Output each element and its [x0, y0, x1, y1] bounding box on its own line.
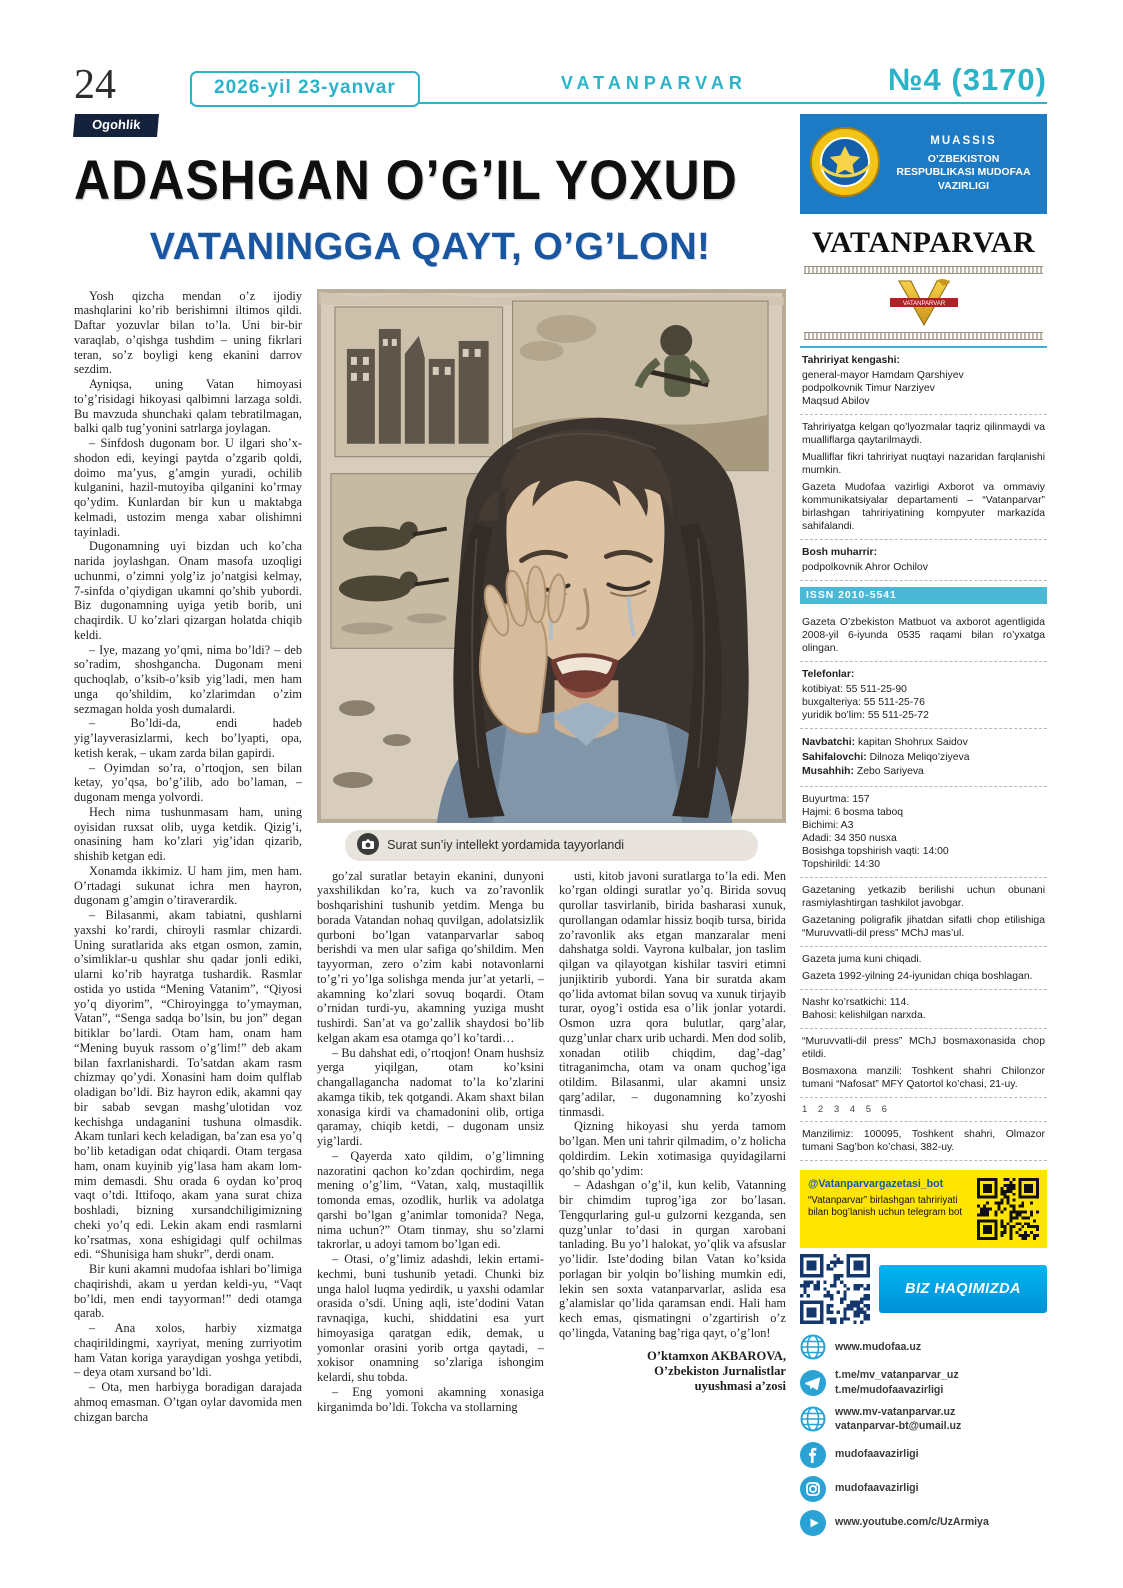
- article-paragraph: – Bilasanmi, akam tabiatni, qushlarni yaxshi ko’rardi, chiroyli rasmlar chizardi. Uning suratlarida aks etgan osmon, zamin, o’simliklar-u qushlar shu qadar jonli ediki, ularni ko’rib hayratga tushardik. Rasmlar ostida yo ustida “Mening Vatanim”, “Qiyosi yo’q diyorim”, “Chiroyingga to’ymayman, Vatan”, “Senga sadqa bo’lsin, bu jon” degan bitiklar bo’lardi. Otam ham, onam ham “Mening buyuk rassom o’g’lim!” deb akam bilan faxrlanishardi. To’satdan akam rasm chizmay qo’ydi. Xonasini ham doim qulflab oladigan bo’ldi. Biz hayron edik, akamni qay bir sabab sevgan mashg’ulotidan voz kechishga undaganini tushuna olmasdik. Akam tunlari kech keladigan, ba’zan esa yo’q bo’lib ketadigan odat chiqardi. Otam tergasa ham, onam kuyinib yig’lasa ham akam lom-mim demasdi. Shu orada 6 oydan ko’proq vaqt o’tdi. Ittifoqo, akam yana surat chiza boshladi, bizning xursandchiligimizning cheki yo’q edi. Lekin akam endi rasmlarni ko’rsatmas, xona eshigidagi qulf ochilmas edi. “Shunisiga ham shukr”, derdi onam.: [74, 908, 302, 1262]
- facebook-icon: [800, 1442, 826, 1468]
- link-row: [800, 1368, 1047, 1397]
- article-paragraph: Ayniqsa, uning Vatan himoyasi to’g’risidagi hikoyasi qalbimni larzaga soldi. Bu mavzuda shunchaki qalam tebratilmagan, balki qalb tug’yonini satrlarga joylagan.: [74, 377, 302, 436]
- issue-number: №4 (3170): [887, 62, 1047, 97]
- print-detail-line: Buyurtma: 157: [802, 793, 870, 805]
- link-row: [800, 1334, 1047, 1360]
- phones-label: Telefonlar:: [802, 668, 855, 680]
- article-paragraph: Dugonamning uyi bizdan uch ko’cha narida joylashgan. Onam masofa uzoqligi uchunmi, o’zimni yolg’iz jo’natgisi kelmay, 7-sinfda o’qiydigan ukamni qo’shib yubordi. Biz dugonamning uyiga yetib borib, uni chaqirdik. U ko’zlari qizargan holatda chiqib keldi.: [74, 539, 302, 642]
- byline-line: O’zbekiston Jurnalistlar: [654, 1363, 786, 1378]
- article-paragraph: Xonamda ikkimiz. U ham jim, men ham. O’rtadagi sukunat ichra men hayron, dugonam g’amgin o’tiraverardik.: [74, 863, 302, 908]
- print-detail-line: Bichimi: A3: [802, 819, 854, 831]
- byline-line: uyushmasi a’zosi: [694, 1378, 786, 1393]
- print-details-section: [800, 787, 1047, 878]
- article-paragraph: – Bo’ldi-da, endi hadeb yig’layverasizlarmi, kech bo’lyapti, opa, ketish kerak, – ukam zarda bilan gapirdi.: [74, 716, 302, 760]
- printing-section: [800, 1029, 1047, 1098]
- article-subheadline: VATANINGGA QAYT, O’G’LON!: [149, 225, 711, 268]
- link-row: [800, 1442, 1047, 1468]
- article-paragraph: – Adashgan o’g’il, kun kelib, Vatanning bir chimdim tuprog’iga zor bo’lasan. Tengqurlaring gul-u gulzorni kezganda, sen quzg’unlar to’dasi in qurgan xarobani tanlading. Bu yo’l halokat, yo’qlik va afsuslar yo’lidir. Iste’doding bilan Vatan ko’ksida porlagan bir yolqin bo’lishing mumkin edi, lekin sen soxta vatanparvarlar, aslida esa g’alamislar qo’lida qaramsan endi. Hali ham kech emas, qismatingni o’zgartirish o’z qo’lingda, Vataning bag’riga qayt, o’g’lon!: [559, 1178, 786, 1340]
- address-section: [800, 1122, 1047, 1161]
- telegram-bot-description: “Vatanparvar” birlashgan tahririyati bilan bog’lanish uchun telegram bot: [808, 1194, 963, 1219]
- pages-strip: 1 2 3 4 5 6: [800, 1098, 1047, 1123]
- policy-paragraph: Gazeta Mudofaa vazirligi Axborot va ommaviy kommunikatsiyalar departamenti – “Vatanparvar” birlashgan tahririyatining kompyuter markazida sahifalandi.: [802, 481, 1045, 532]
- article-column-3: [559, 869, 786, 1415]
- telegram-link[interactable]: t.me/mv_vatanparvar_uz: [835, 1369, 959, 1382]
- chief-editor-label: Bosh muharrir:: [802, 546, 878, 558]
- board-member: podpolkovnik Timur Narziyev: [802, 382, 935, 394]
- article-column-2: [317, 869, 544, 1415]
- article-paragraph: Qizning hikoyasi shu yerda tamom bo’lgan. Men uni tahrir qilmadim, o’z holicha qoldirdim. Lekin xotimasiga quyidagilarni qo’shib qo’ydim:: [559, 1119, 786, 1178]
- responsibility-section: [800, 878, 1047, 947]
- email-link[interactable]: vatanparvar-bt@umail.uz: [835, 1420, 962, 1433]
- figure-caption-text: Surat sun’iy intellekt yordamida tayyorlandi: [387, 838, 625, 852]
- telegram-icon: [800, 1370, 826, 1396]
- index-price-section: [800, 990, 1047, 1029]
- print-detail-line: Hajmi: 6 bosma taboq: [802, 806, 904, 818]
- globe-icon: [800, 1406, 826, 1432]
- article-paragraph: – Qayerda xato qildim, o’g’limning nazoratini qachon ko’zdan qochirdim, nega mening o’g’lim, “Vatan, xalq, mustaqillik tomonda emas, ozodlik, hurlik va adolatga qarshi bo’lgan g’animlar tomonida? Nega, nima uchun?” Otam tinmay, shu so’zlarni takrorlar, u adoyi tamom bo’lgan edi.: [317, 1148, 544, 1252]
- article-paragraph: – Eng yomoni akamning xonasiga kirganimda bo’ldi. Tokcha va stollarning: [317, 1384, 544, 1414]
- column-3-text: [559, 869, 786, 1341]
- chief-editor-section: [800, 540, 1047, 581]
- telegram-link[interactable]: t.me/mudofaavazirligi: [835, 1383, 944, 1396]
- byline-line: O’ktamxon AKBAROVA,: [646, 1348, 786, 1363]
- camera-icon: [357, 833, 379, 858]
- crying-girl: [437, 417, 749, 822]
- founder-organization: O’ZBEKISTON RESPUBLIKASI MUDOFAA VAZIRLIGI: [896, 152, 1031, 192]
- qr-code: [977, 1178, 1039, 1240]
- article: [74, 114, 786, 1544]
- v-emblem-icon: [876, 278, 972, 328]
- article-paragraph: – Otasi, o’g’limiz adashdi, lekin ertami-kechmi, buni tushunib yetadi. Chunki biz unga halol luqma yedirdik, u yaxshi odamlar orasida o’sdi. Uning aqli, iste’dodini Vatan ravnaqiga, kuchi, shiddatini esa yurt himoyasiga qaratgan edik, demak, u yomonlar orasini yorib ortga qaytadi, – xokisor onamning so’zlariga ishongim kelardi, shu tobda.: [317, 1252, 544, 1384]
- editorial-board-section: [800, 348, 1047, 415]
- article-paragraph: – Iye, mazang yo’qmi, nima bo’ldi? – deb so’radim, shoshgancha. Dugonam meni quchoqlab, o’ksib-o’ksib yig’ladi, men ham unga qo’shildim, ko’zlarimdan o’zim sezmagan holda yosh dumalardi.: [74, 642, 302, 716]
- instagram-link[interactable]: mudofaavazirligi: [835, 1482, 919, 1495]
- logo-ornament: [800, 266, 1047, 340]
- ministry-emblem-icon: [809, 126, 881, 202]
- schedule-section: [800, 947, 1047, 990]
- ornament-strip: [804, 332, 1043, 340]
- registration-note: [800, 610, 1047, 662]
- globe-icon: [800, 1334, 826, 1360]
- address-text: Manzilimiz: 100095, Toshkent shahri, Olmazor tumani Sag’bon ko’chasi, 382-uy.: [802, 1129, 1045, 1154]
- print-detail-line: Bosishga topshirish vaqti: 14:00: [802, 845, 949, 857]
- link-row: [800, 1405, 1047, 1434]
- issn-bar: ISSN 2010-5541: [800, 587, 1047, 604]
- article-paragraph: go’zal suratlar betayin ekanini, dunyoni yaxshilikdan ko’ra, kuch va zo’ravonlik boshqarishini tushunib yetdim. Menga bu borada Vatandan nohaq quvilgan, adolatsizlik qurboni bo’lgan vatanparvarlar saboq berishdi va men ular safiga qo’shildim. Men tayyorman, zero o’zim kabi notavonlarni to’g’ri yo’lga solishga menda jur’at yetarli, – akamning ko’zlari sovuq boqardi. Otam o’rnidan turdi-yu, akamning yuziga musht tushirdi. San’at va go’zallik shaydosi bo’lib kelgan akam esa otamga qo’l ko’tardi…: [317, 868, 544, 1045]
- website-link[interactable]: www.mudofaa.uz: [835, 1341, 922, 1354]
- article-paragraph: – Bu dahshat edi, o’rtoqjon! Onam hushsiz yerga yiqilgan, otam ko’ksini changallagancha nadomat to’la ko’zlarini akamga tikib, tek qotgandi. Akam shaxt bilan xonasiga kirdi va chamadonini olib, ortiga qaramay, chiqib ketdi, – dugonam unsiz yig’lardi.: [317, 1045, 544, 1148]
- youtube-icon: [800, 1510, 826, 1536]
- phones-section: [800, 662, 1047, 729]
- print-detail-line: Adadi: 34 350 nusxa: [802, 832, 897, 844]
- page-header: [74, 54, 1047, 109]
- telegram-bot-box: [800, 1170, 1047, 1248]
- figure-caption: [345, 830, 758, 861]
- editorial-board-label: Tahririyat kengashi:: [802, 354, 900, 366]
- policy-paragraph: Tahririyatga kelgan qo’lyozmalar taqriz qilinmaydi va mualliflarga qaytarilmaydi.: [802, 421, 1045, 446]
- staff-role: Sahifalovchi:: [802, 751, 867, 763]
- kicker-badge: Ogohlik: [73, 114, 159, 137]
- article-byline: [559, 1349, 786, 1394]
- responsibility-paragraph: Gazetaning yetkazib berilishi uchun obunani rasmiylashtirgan tashkilot javobgar.: [802, 884, 1045, 909]
- facebook-link[interactable]: mudofaavazirligi: [835, 1448, 919, 1461]
- schedule-line: Gazeta juma kuni chiqadi.: [802, 953, 922, 965]
- print-detail-line: Topshirildi: 14:30: [802, 858, 880, 870]
- board-member: general-mayor Hamdam Qarshiyev: [802, 369, 964, 381]
- article-paragraph: usti, kitob javoni suratlarga to’la edi. Men ko’rgan oldingi suratlar yo’q. Birida sovuq qurollar tasvirlanib, birida basharasi xunuk, qurollangan odamlar hissiz boqib tursa, birida zo’ravonlik aks etgan manzaralar meni dahshatga soldi. Vayrona kulbalar, jon taslim qilgan va qilayotgan kishilar tasviri etimni junjiktirib yubordi. Yana bir suratda akam qo’lida avtomat bilan sovuq va xunuk tirjayib turar, oyog’i ostida esa o’lik jonlar yotardi. Osmon uzra qora bulutlar, qarg’alar, quzg’unlar charx urib uchardi. Men dod solib, xonadan otilib chiqdim, dag’-dag’ titraganimcha, otam va onam quchog’iga otildim. Bilasanmi, ular akamni unsiz qarg’adilar, – dugonamning ko’zyoshi tinmasdi.: [559, 868, 786, 1119]
- staff-role: Navbatchi:: [802, 737, 856, 748]
- youtube-link[interactable]: www.youtube.com/c/UzArmiya: [835, 1516, 989, 1529]
- article-paragraph: Hech nima tushunmasam ham, uning oyisidan ruxsat olib, uyga ketdik. Qizig’i, onasining ham ko’zlari yig’idan qizarib, shishib ketgan edi.: [74, 804, 302, 863]
- masthead-title: VATANPARVAR: [560, 73, 747, 93]
- staff-name: kapitan Shohrux Saidov: [858, 737, 968, 748]
- svg-text:VATANPARVAR: VATANPARVAR: [902, 300, 945, 307]
- staff-role: Musahhih:: [802, 766, 854, 777]
- article-paragraph: – Ota, men harbiyga boradigan darajada ahmoq emasman. O’tgan oylar davomida men chizgan barcha: [74, 1380, 302, 1424]
- phone-lines: [802, 683, 1045, 722]
- ornament-strip: [804, 266, 1043, 274]
- editorial-board-members: [802, 369, 1045, 408]
- link-row: [800, 1510, 1047, 1536]
- schedule-line: Gazeta 1992-yilning 24-iyunidan chiqa boshlagan.: [802, 970, 1033, 982]
- printing-line: “Muruvvatli-dil press” MChJ bosmaxonasida chop etildi.: [802, 1035, 1045, 1060]
- responsibility-paragraph: Gazetaning poligrafik jihatdan sifatli chop etilishiga “Muruvvatli-dil press” MChJ mas’ul.: [802, 914, 1045, 939]
- article-figure: [317, 289, 786, 861]
- phone-line: buxgalteriya: 55 511-25-76: [802, 696, 925, 708]
- article-column-1: [74, 289, 302, 1534]
- link-row: [800, 1476, 1047, 1502]
- staff-name: Zebo Sariyeva: [856, 766, 924, 777]
- page-number: 24: [74, 62, 116, 109]
- board-member: Maqsud Abilov: [802, 395, 870, 407]
- article-headline: ADASHGAN O’G’IL YOXUD: [74, 148, 738, 212]
- registration-text: Gazeta O’zbekiston Matbuot va axborot agentligida 2008-yil 6-iyunda 0535 raqami bilan ro’yxatga olingan.: [802, 616, 1045, 654]
- chief-editor-name: podpolkovnik Ahror Ochilov: [802, 561, 928, 573]
- printing-line: Bosmaxona manzili: Toshkent shahri Chilonzor tumani “Nafosat” MFY Qatortol ko’chasi, 21-uy.: [802, 1065, 1045, 1090]
- editorial-policy: [800, 415, 1047, 540]
- staff-name: Dilnoza Meliqo’ziyeva: [869, 751, 970, 763]
- article-paragraph: – Ana xolos, harbiy xizmatga chaqirildingmi, xayriyat, mening zurriyotim ham Vatan koriga yaraydigan yoshga yetibdi, – deya otam xursand bo’ldi.: [74, 1321, 302, 1380]
- founder-label: MUASSIS: [930, 135, 997, 148]
- instagram-icon: [800, 1476, 826, 1502]
- policy-paragraph: Mualliflar fikri tahririyat nuqtayi nazaridan farqlanishi mumkin.: [802, 451, 1045, 476]
- article-paragraph: Bir kuni akamni mudofaa ishlari bo’limiga chaqirishdi, akam u yerdan keldi-yu, “Vaqt bo’ldi, men endi tayyorman!” dedi otamga qarab.: [74, 1262, 302, 1321]
- index-price-line: Bahosi: kelishilgan narxda.: [802, 1009, 926, 1021]
- index-price-line: Nashr ko’rsatkichi: 114.: [802, 996, 910, 1008]
- about-row: [800, 1254, 1047, 1324]
- about-us-button[interactable]: BIZ HAQIMIZDA: [879, 1265, 1047, 1313]
- telegram-bot-handle[interactable]: @Vatanparvargazetasi_bot: [808, 1178, 944, 1191]
- phone-line: kotibiyat: 55 511-25-90: [802, 683, 907, 695]
- website-link[interactable]: www.mv-vatanparvar.uz: [835, 1405, 956, 1418]
- newspaper-logo-title: VATANPARVAR: [811, 226, 1036, 259]
- article-illustration: [317, 289, 786, 823]
- staff-section: [800, 729, 1047, 787]
- qr-code: [800, 1254, 870, 1324]
- ruins-panel: [335, 307, 503, 457]
- article-paragraph: – Sinfdosh dugonam bor. U ilgari sho’x-shodon edi, keyingi paytda o’zgarib qoldi, doimo ma’yus, g’amgin yuradi, ochilib kulganini, hazil-mutoyiba qilganini ko’rmay qo’ydim. Kunlardan bir kun u maktabga kelmadi, ustozim menga xabar olishimni tayinladi.: [74, 436, 302, 539]
- article-paragraph: Yosh qizcha mendan o’z ijodiy mashqlarini ko’rib berishimni iltimos qildi. Daftar yozuvlar bilan to’la. Uni bir-bir varaqlab, o’qishga tushdim – uning fikrlari teran, so’z boyligi keng ekanini darrov sezdim.: [74, 288, 302, 377]
- issue-date: 2026-yil 23-yanvar: [190, 71, 420, 107]
- article-paragraph: – Oyimdan so’ra, o’rtoqjon, sen bilan ketay, yo’qsa, bo’g’ilib, ado bo’laman, – dugonam menga yolvordi.: [74, 760, 302, 804]
- article-body: [74, 289, 786, 1534]
- sidebar: [800, 114, 1047, 1544]
- founder-block: [800, 114, 1047, 214]
- phone-line: yuridik bo’lim: 55 511-25-72: [802, 709, 929, 721]
